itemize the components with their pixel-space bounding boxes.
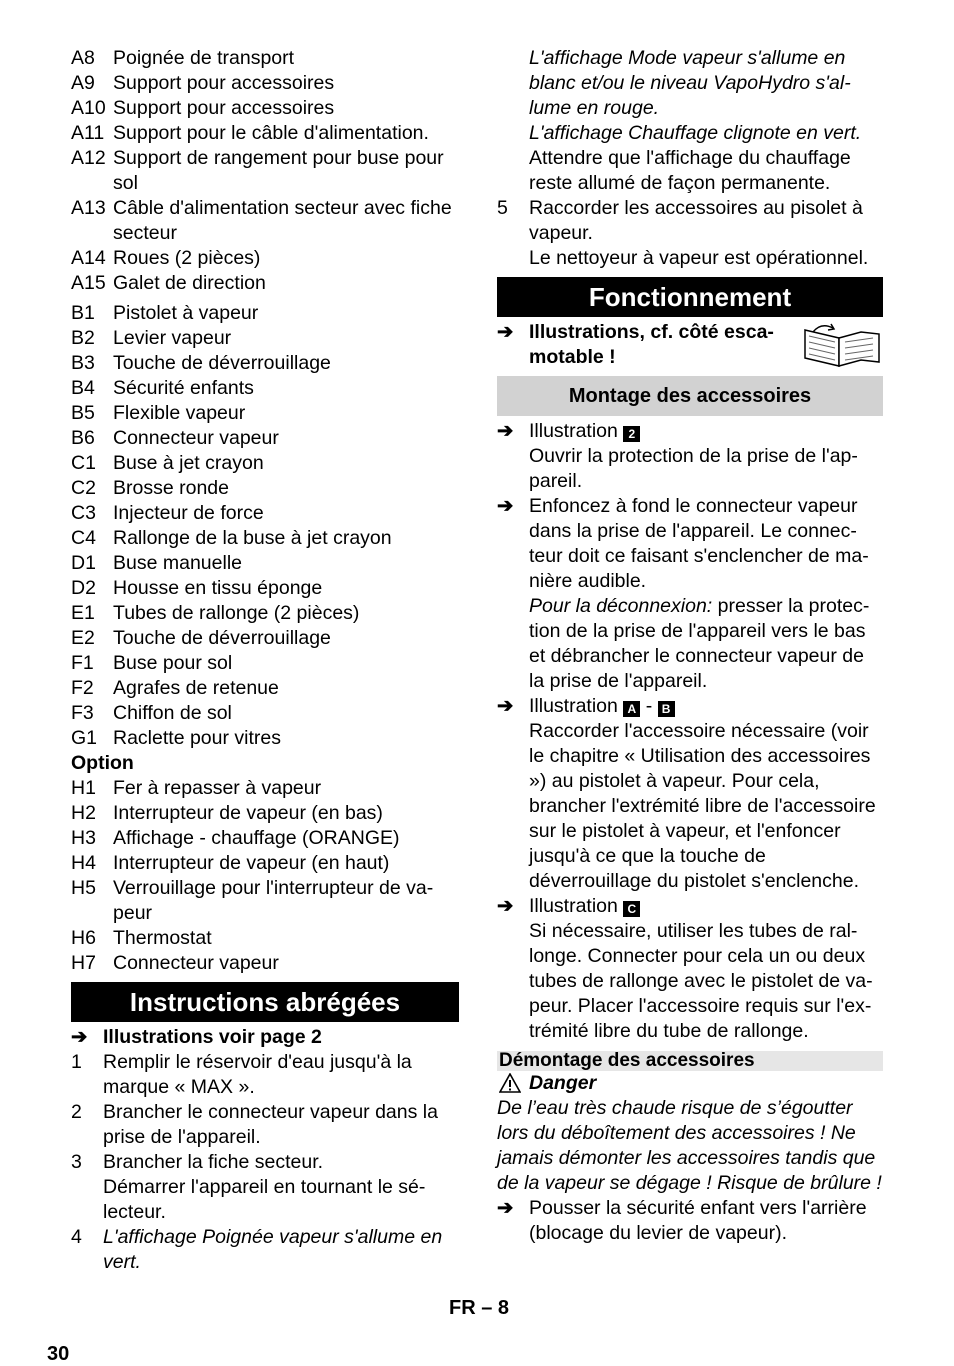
list-item: E2 Touche de déverrouillage <box>71 627 331 649</box>
list-item: A8 Poignée de transport <box>71 47 295 69</box>
list-item: A10 Support pour accessoires <box>71 97 335 119</box>
list-item: B1 Pistolet à vapeur <box>71 302 259 324</box>
right-column <box>497 46 883 1246</box>
danger-heading: Danger <box>497 1071 883 1096</box>
step-3: 3 Brancher la fiche secteur. Démarrer l'appareil en tournant le sé-lecteur. <box>71 1151 426 1223</box>
illustration-ref: ➔ Illustrations, cf. côté esca-motable ! <box>497 320 883 370</box>
list-item: D2 Housse en tissu éponge <box>71 577 323 599</box>
list-item: F3 Chiffon de sol <box>71 702 232 724</box>
illustration-ref: ➔ Illustrations voir page 2 <box>71 1026 322 1048</box>
option-heading: Option <box>71 752 134 774</box>
page-number: 30 <box>47 1343 70 1365</box>
arrow-right-icon: ➔ <box>497 695 514 717</box>
illustration-badge: 2 <box>623 426 640 442</box>
step-2: 2 Brancher le connecteur vapeur dans la prise de l'appareil. <box>71 1101 438 1148</box>
list-item: A14 Roues (2 pièces) <box>71 247 261 269</box>
section-heading-short-instructions: Instructions abrégées <box>71 982 459 1022</box>
arrow-right-icon: ➔ <box>497 420 514 442</box>
instruction-item: ➔ Illustration 2 Ouvrir la protection de la prise de l'ap-pareil. <box>497 420 858 492</box>
list-item: A13 Câble d'alimentation secteur avec fiche secteur <box>71 197 452 244</box>
arrow-right-icon: ➔ <box>497 321 514 343</box>
list-item: H5 Verrouillage pour l'interrupteur de va-peur <box>71 877 434 924</box>
option-list <box>71 776 459 976</box>
list-item: A12 Support de rangement pour buse pour sol <box>71 147 444 194</box>
arrow-right-icon: ➔ <box>497 495 514 517</box>
list-item: A11 Support pour le câble d'alimentation. <box>71 122 429 144</box>
instruction-item: ➔ Enfoncez à fond le connecteur vapeur dans la prise de l'appareil. Le connec-teur doit ce faisant s'enclencher de ma-nière audible. Pour la déconnexion: presser la protec-tion de la prise de l'appareil vers le bas et débrancher le connecteur vapeur de la prise de l'appareil. <box>497 495 870 692</box>
instruction-item: ➔ Pousser la sécurité enfant vers l'arrière (blocage du levier de vapeur). <box>497 1197 867 1244</box>
list-item: B4 Sécurité enfants <box>71 377 254 399</box>
list-item: G1 Raclette pour vitres <box>71 727 281 749</box>
step-1: 1 Remplir le réservoir d'eau jusqu'à la marque « MAX ». <box>71 1051 412 1098</box>
list-item: H2 Interrupteur de vapeur (en bas) <box>71 802 383 824</box>
parts-list-a <box>71 46 459 296</box>
list-item: F1 Buse pour sol <box>71 652 233 674</box>
foldout-book-icon <box>801 320 883 368</box>
instruction-item: ➔ Illustration A - B Raccorder l'accessoire nécessaire (voir le chapitre « Utilisation des accessoires ») au pistolet à vapeur. Pour cela, brancher l'extrémité libre de l'accessoire sur le pistolet à vapeur, et l'enfoncer jusqu'à ce que la touche de déverrouillage du pistolet s'enclenche. <box>497 695 876 892</box>
arrow-right-icon: ➔ <box>71 1026 88 1048</box>
illustration-badge: B <box>658 701 675 717</box>
list-item: E1 Tubes de rallonge (2 pièces) <box>71 602 360 624</box>
subsection-heading-dismount: Démontage des accessoires <box>497 1051 883 1071</box>
section-heading-operation: Fonctionnement <box>497 277 883 317</box>
danger-text: De l’eau très chaude risque de s’égoutter lors du déboîtement des accessoires ! Ne jamais démonter les accessoires tandis que de la vapeur se dégage ! Risque de brûlure ! <box>497 1097 882 1194</box>
subsection-heading-mounting: Montage des accessoires <box>497 376 883 416</box>
step-5: 5 Raccorder les accessoires au pisolet à vapeur. Le nettoyeur à vapeur est opérationnel. <box>497 197 869 269</box>
list-item: C1 Buse à jet crayon <box>71 452 264 474</box>
list-item: A15 Galet de direction <box>71 272 266 294</box>
list-item: F2 Agrafes de retenue <box>71 677 279 699</box>
arrow-right-icon: ➔ <box>497 895 514 917</box>
list-item: H6 Thermostat <box>71 927 212 949</box>
warning-triangle-icon <box>499 1073 521 1093</box>
list-item: H1 Fer à repasser à vapeur <box>71 777 322 799</box>
illustration-badge: C <box>623 901 640 917</box>
step-4: 4 L'affichage Poignée vapeur s'allume en vert. <box>71 1226 443 1273</box>
list-item: B5 Flexible vapeur <box>71 402 246 424</box>
instruction-item: ➔ Illustration C Si nécessaire, utiliser les tubes de ral-longe. Connecter pour cela un ou deux tubes de rallonge avec le pistolet de va-peur. Placer l'accessoire requis sur l'ex-trémité libre du tube de rallonge. <box>497 895 873 1042</box>
list-item: D1 Buse manuelle <box>71 552 242 574</box>
arrow-right-icon: ➔ <box>497 1197 514 1219</box>
list-item: H7 Connecteur vapeur <box>71 952 279 974</box>
parts-list-b <box>71 301 459 751</box>
list-item: B6 Connecteur vapeur <box>71 427 279 449</box>
list-item: C2 Brosse ronde <box>71 477 229 499</box>
illustration-badge: A <box>623 701 640 717</box>
step-4-continued: L'affichage Mode vapeur s'allume en blanc et/ou le niveau VapoHydro s'al-lume en rouge. L'affichage Chauffage clignote en vert. Attendre que l'affichage du chauffage reste allumé de façon permanente. <box>529 47 862 194</box>
page-footer-label: FR – 8 <box>449 1297 510 1319</box>
list-item: B3 Touche de déverrouillage <box>71 352 331 374</box>
list-item: H3 Affichage - chauffage (ORANGE) <box>71 827 400 849</box>
left-column <box>47 46 459 1365</box>
list-item: C3 Injecteur de force <box>71 502 264 524</box>
list-item: C4 Rallonge de la buse à jet crayon <box>71 527 392 549</box>
list-item: H4 Interrupteur de vapeur (en haut) <box>71 852 390 874</box>
list-item: A9 Support pour accessoires <box>71 72 335 94</box>
list-item: B2 Levier vapeur <box>71 327 232 349</box>
